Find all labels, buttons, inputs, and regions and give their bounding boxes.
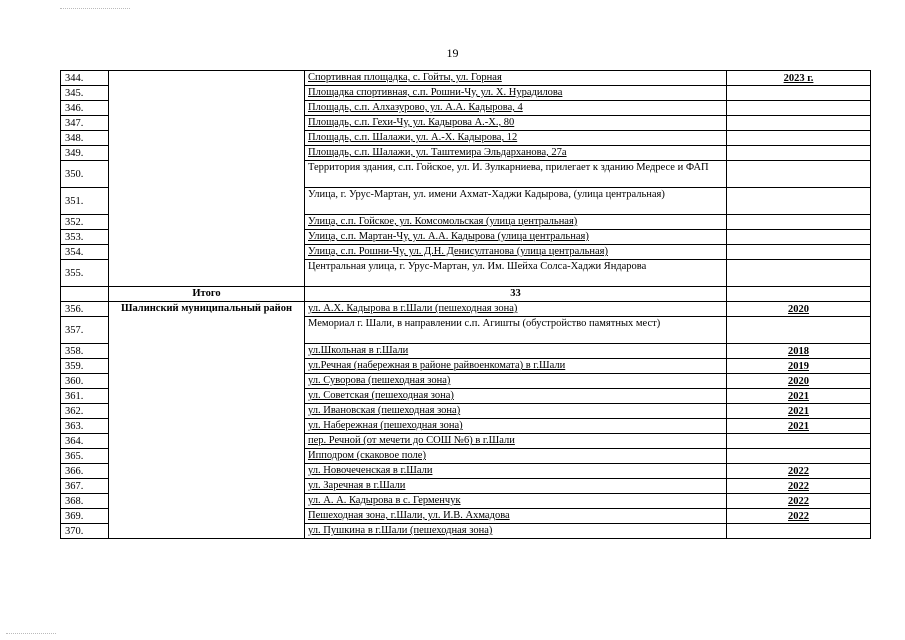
page-number: 19 <box>446 46 459 60</box>
object-address: ул. А. А. Кадырова в с. Герменчук <box>305 494 727 509</box>
object-year <box>727 86 871 101</box>
row-number: 363. <box>61 419 109 434</box>
row-number: 365. <box>61 449 109 464</box>
row-number: 350. <box>61 161 109 188</box>
row-number: 356. <box>61 302 109 317</box>
object-year <box>727 131 871 146</box>
object-address: Площадь, с.п. Шалажи, ул. А.-Х. Кадырова, 12 <box>305 131 727 146</box>
object-year: 2021 <box>727 419 871 434</box>
row-number: 368. <box>61 494 109 509</box>
row-number: 349. <box>61 146 109 161</box>
object-year <box>727 161 871 188</box>
object-address: ул. Заречная в г.Шали <box>305 479 727 494</box>
object-address: ул. Советская (пешеходная зона) <box>305 389 727 404</box>
row-number: 357. <box>61 317 109 344</box>
object-year: 2022 <box>727 464 871 479</box>
object-address: пер. Речной (от мечети до СОШ №6) в г.Шали <box>305 434 727 449</box>
district-cell-empty <box>109 71 305 287</box>
object-year: 2022 <box>727 479 871 494</box>
object-year <box>727 146 871 161</box>
object-year <box>727 434 871 449</box>
object-year <box>727 260 871 287</box>
row-number: 366. <box>61 464 109 479</box>
object-year <box>727 188 871 215</box>
row-number: 367. <box>61 479 109 494</box>
row-number: 370. <box>61 524 109 539</box>
total-row <box>61 287 871 302</box>
object-address: ул. Ивановская (пешеходная зона) <box>305 404 727 419</box>
object-year <box>727 449 871 464</box>
object-address: Площадка спортивная, с.п. Рошни-Чу, ул. Х. Нурадилова <box>305 86 727 101</box>
row-number: 361. <box>61 389 109 404</box>
row-number: 346. <box>61 101 109 116</box>
object-address: Территория здания, с.п. Гойское, ул. И. Зулкарниева, прилегает к зданию Медресе и ФАП <box>305 161 727 188</box>
object-address: Улица, г. Урус-Мартан, ул. имени Ахмат-Хаджи Кадырова, (улица центральная) <box>305 188 727 215</box>
scan-artifact <box>60 8 130 13</box>
total-empty-cell <box>727 287 871 302</box>
row-number: 360. <box>61 374 109 389</box>
object-address: Площадь, с.п. Шалажи, ул. Таштемира Эльдарханова, 27а <box>305 146 727 161</box>
scan-artifact <box>6 633 56 638</box>
row-number: 351. <box>61 188 109 215</box>
object-year: 2023 г. <box>727 71 871 86</box>
object-year: 2018 <box>727 344 871 359</box>
object-address: ул. Новочеченская в г.Шали <box>305 464 727 479</box>
object-year: 2021 <box>727 404 871 419</box>
object-year: 2022 <box>727 494 871 509</box>
object-year <box>727 101 871 116</box>
object-address: Площадь, с.п. Алхазурово, ул. А.А. Кадырова, 4 <box>305 101 727 116</box>
object-year: 2019 <box>727 359 871 374</box>
object-address: Пешеходная зона, г.Шали, ул. И.В. Ахмадова <box>305 509 727 524</box>
object-address: Улица, с.п. Мартан-Чу, ул. А.А. Кадырова (улица центральная) <box>305 230 727 245</box>
row-number: 362. <box>61 404 109 419</box>
object-address: Улица, с.п. Гойское, ул. Комсомольская (улица центральная) <box>305 215 727 230</box>
total-count: 33 <box>305 287 727 302</box>
object-year <box>727 245 871 260</box>
row-number: 348. <box>61 131 109 146</box>
table-row <box>61 302 871 317</box>
object-year <box>727 215 871 230</box>
row-number: 358. <box>61 344 109 359</box>
object-address: Площадь, с.п. Гехи-Чу, ул. Кадырова А.-Х., 80 <box>305 116 727 131</box>
row-number: 355. <box>61 260 109 287</box>
object-address: ул. Суворова (пешеходная зона) <box>305 374 727 389</box>
object-year <box>727 317 871 344</box>
row-number: 369. <box>61 509 109 524</box>
object-year: 2020 <box>727 374 871 389</box>
object-address: Мемориал г. Шали, в направлении с.п. Агишты (обустройство памятных мест) <box>305 317 727 344</box>
total-empty-cell <box>61 287 109 302</box>
row-number: 364. <box>61 434 109 449</box>
row-number: 359. <box>61 359 109 374</box>
object-address: Ипподром (скаковое поле) <box>305 449 727 464</box>
object-address: Спортивная площадка, с. Гойты, ул. Горная <box>305 71 727 86</box>
object-address: Центральная улица, г. Урус-Мартан, ул. Им. Шейха Солса-Хаджи Яндарова <box>305 260 727 287</box>
row-number: 344. <box>61 71 109 86</box>
object-address: ул. Набережная (пешеходная зона) <box>305 419 727 434</box>
object-address: ул.Школьная в г.Шали <box>305 344 727 359</box>
object-address: ул. Пушкина в г.Шали (пешеходная зона) <box>305 524 727 539</box>
object-address: Улица, с.п. Рошни-Чу, ул. Д.Н. Денисултанова (улица центральная) <box>305 245 727 260</box>
object-year <box>727 230 871 245</box>
row-number: 347. <box>61 116 109 131</box>
object-year <box>727 116 871 131</box>
object-year: 2020 <box>727 302 871 317</box>
object-year: 2021 <box>727 389 871 404</box>
object-year: 2022 <box>727 509 871 524</box>
row-number: 354. <box>61 245 109 260</box>
district-name: Шалинский муниципальный район <box>109 302 305 539</box>
objects-table <box>60 70 871 539</box>
object-year <box>727 524 871 539</box>
total-label: Итого <box>109 287 305 302</box>
row-number: 345. <box>61 86 109 101</box>
table-row <box>61 71 871 86</box>
row-number: 353. <box>61 230 109 245</box>
object-address: ул.Речная (набережная в районе райвоенкомата) в г.Шали <box>305 359 727 374</box>
object-address: ул. А.Х. Кадырова в г.Шали (пешеходная зона) <box>305 302 727 317</box>
row-number: 352. <box>61 215 109 230</box>
